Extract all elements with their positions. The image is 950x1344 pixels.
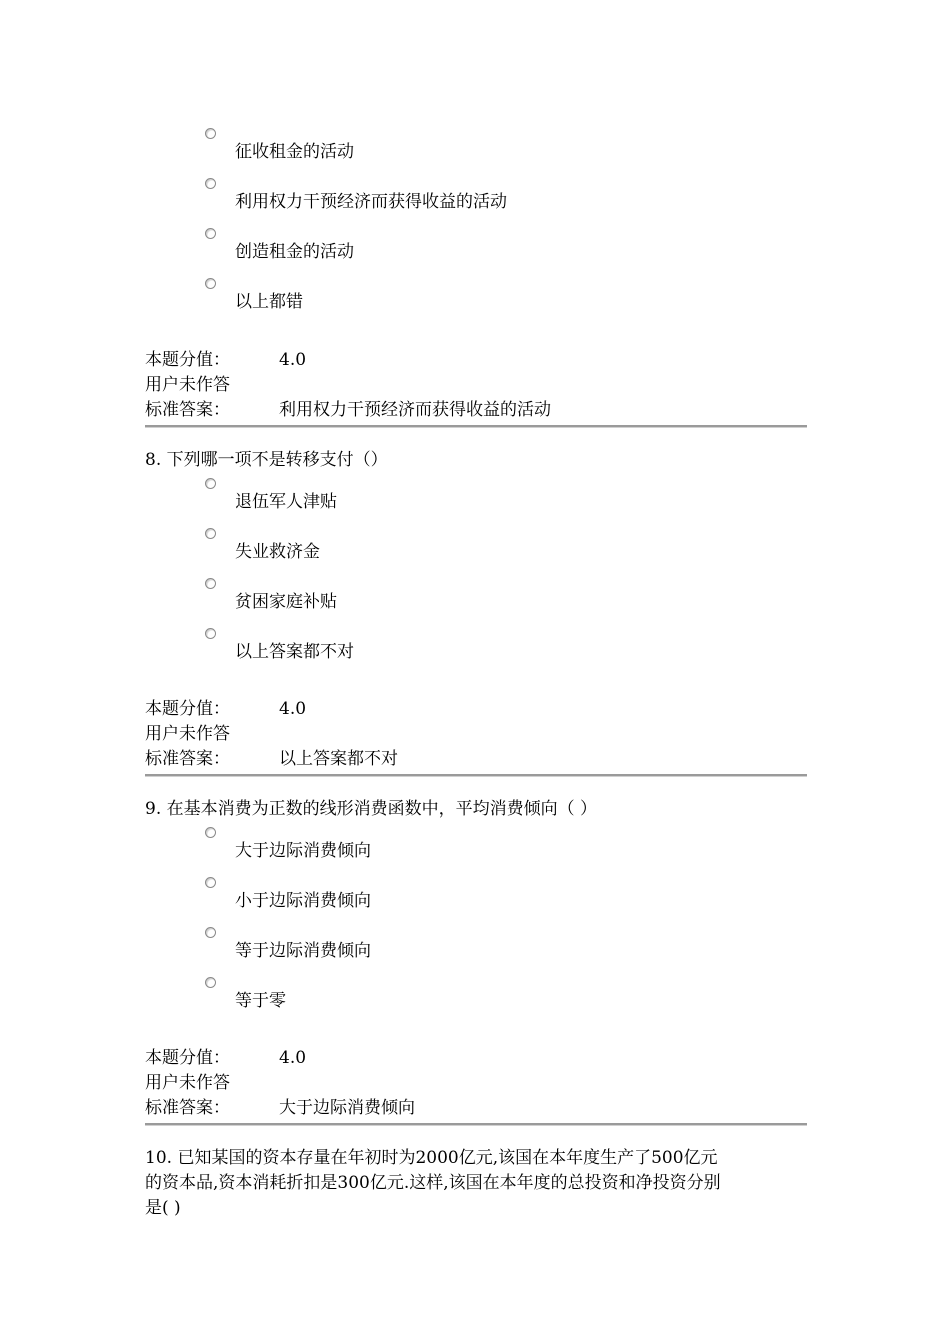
radio-button-icon[interactable] xyxy=(205,128,216,139)
question-stem-line-3: 是( ) xyxy=(145,1198,181,1218)
q8-option-c[interactable] xyxy=(205,578,765,618)
answer-value: 大于边际消费倾向 xyxy=(279,1098,415,1118)
unanswered-status: 用户未作答 xyxy=(145,724,230,744)
option-label: 贫困家庭补贴 xyxy=(235,592,337,612)
radio-button-icon[interactable] xyxy=(205,977,216,988)
option-label: 创造租金的活动 xyxy=(235,242,354,262)
unanswered-status: 用户未作答 xyxy=(145,375,230,395)
option-label: 大于边际消费倾向 xyxy=(235,841,371,861)
score-value: 4.0 xyxy=(279,1048,307,1068)
radio-button-icon[interactable] xyxy=(205,478,216,489)
radio-button-icon[interactable] xyxy=(205,628,216,639)
option-label: 小于边际消费倾向 xyxy=(235,891,371,911)
option-label: 等于边际消费倾向 xyxy=(235,941,371,961)
question-stem-line-1: 10. 已知某国的资本存量在年初时为2000亿元,该国在本年度生产了500亿元 xyxy=(145,1148,718,1168)
option-label: 以上都错 xyxy=(235,292,303,312)
radio-button-icon[interactable] xyxy=(205,228,216,239)
option-label: 退伍军人津贴 xyxy=(235,492,337,512)
radio-button-icon[interactable] xyxy=(205,927,216,938)
q8-option-d[interactable] xyxy=(205,628,765,668)
answer-value: 以上答案都不对 xyxy=(279,749,398,769)
answer-label: 标准答案： xyxy=(145,1098,230,1118)
score-value: 4.0 xyxy=(279,699,307,719)
q7-option-a[interactable] xyxy=(205,128,765,168)
answer-value: 利用权力干预经济而获得收益的活动 xyxy=(279,400,551,420)
question-stem: 8. 下列哪一项不是转移支付（） xyxy=(145,450,388,470)
answer-label: 标准答案： xyxy=(145,400,230,420)
radio-button-icon[interactable] xyxy=(205,278,216,289)
q8-option-b[interactable] xyxy=(205,528,765,568)
radio-button-icon[interactable] xyxy=(205,827,216,838)
answer-label: 标准答案： xyxy=(145,749,230,769)
question-stem-line-2: 的资本品,资本消耗折扣是300亿元.这样,该国在本年度的总投资和净投资分别 xyxy=(145,1173,721,1193)
q8-option-a[interactable] xyxy=(205,478,765,518)
option-label: 以上答案都不对 xyxy=(235,642,354,662)
q9-option-d[interactable] xyxy=(205,977,765,1017)
q7-option-c[interactable] xyxy=(205,228,765,268)
score-label: 本题分值： xyxy=(145,699,230,719)
q7-option-d[interactable] xyxy=(205,278,765,318)
divider xyxy=(145,425,807,428)
radio-button-icon[interactable] xyxy=(205,578,216,589)
divider xyxy=(145,774,807,777)
option-label: 利用权力干预经济而获得收益的活动 xyxy=(235,192,507,212)
option-label: 失业救济金 xyxy=(235,542,320,562)
radio-button-icon[interactable] xyxy=(205,178,216,189)
option-label: 等于零 xyxy=(235,991,286,1011)
score-label: 本题分值： xyxy=(145,1048,230,1068)
radio-button-icon[interactable] xyxy=(205,877,216,888)
q7-option-b[interactable] xyxy=(205,178,765,218)
score-value: 4.0 xyxy=(279,350,307,370)
q9-option-b[interactable] xyxy=(205,877,765,917)
option-label: 征收租金的活动 xyxy=(235,142,354,162)
score-label: 本题分值： xyxy=(145,350,230,370)
divider xyxy=(145,1123,807,1126)
q9-option-c[interactable] xyxy=(205,927,765,967)
q9-option-a[interactable] xyxy=(205,827,765,867)
radio-button-icon[interactable] xyxy=(205,528,216,539)
unanswered-status: 用户未作答 xyxy=(145,1073,230,1093)
question-stem: 9. 在基本消费为正数的线形消费函数中，平均消费倾向（ ） xyxy=(145,799,598,819)
